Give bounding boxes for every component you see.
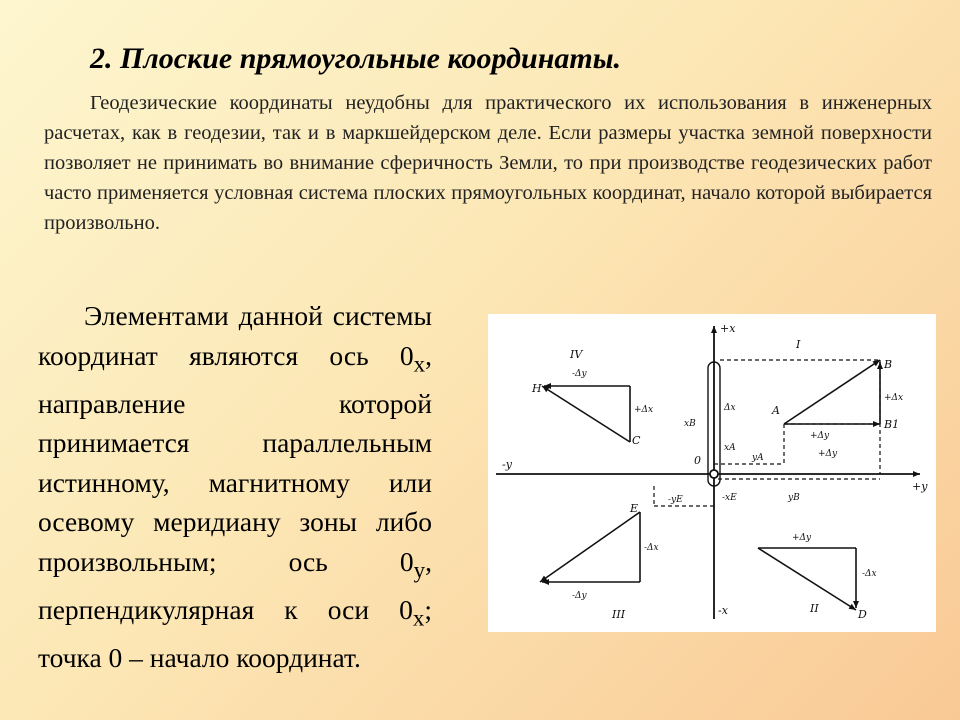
point-d-label: D (858, 608, 867, 621)
intro-paragraph: Геодезические координаты неудобны для практического их использования в инженерных расчетах, как в геодезии, так и в маркшейдерском деле. Если размеры участка земной поверхности позволяет не принимать во внимание сферичность Земли, то при производстве геодезических работ часто применяется условная система плоских прямоугольных координат, начало которой выбирается произвольно. (44, 92, 932, 234)
subscript-x-1: x (413, 351, 426, 376)
xa-label: xA (724, 443, 736, 453)
dx-axis-label: Δx (724, 403, 736, 413)
quadrant-3-label: III (612, 608, 626, 621)
dy-q1b-label: +Δy (818, 449, 838, 459)
body-text-4: ; точка 0 – начало координат. (38, 593, 432, 673)
dy-q2-label: +Δy (792, 533, 812, 543)
axis-x-pos-label: +x (720, 322, 736, 335)
dy-q3-label: -Δy (572, 591, 587, 601)
point-a-label: A (772, 404, 780, 417)
dy-q1-label: +Δy (810, 431, 830, 441)
ya-label: yA (752, 453, 764, 463)
axis-y-neg-label: -y (502, 458, 512, 471)
origin-marker (710, 470, 718, 478)
coordinate-diagram-svg (488, 314, 936, 632)
point-e-label: E (630, 502, 639, 515)
point-b-label: B (884, 358, 893, 371)
subscript-x-2: x (412, 605, 425, 630)
quadrant-4-label: IV (570, 348, 583, 361)
dx-q2-label: -Δx (862, 569, 877, 579)
slide-title: 2. Плоские прямоугольные координаты. (90, 42, 622, 75)
dx-q3-label: -Δx (644, 543, 659, 553)
coordinate-diagram (488, 314, 936, 632)
dx-q1-label: +Δx (884, 393, 904, 403)
body-paragraph (38, 296, 432, 677)
xe-label: -xE (722, 493, 737, 503)
point-h-label: H (532, 382, 542, 395)
axis-x-neg-label: -x (718, 604, 728, 617)
quadrant-1-label: I (796, 338, 801, 351)
subscript-y: y (413, 557, 426, 582)
origin-label: 0 (694, 454, 701, 467)
point-c-label: C (632, 434, 641, 447)
body-text-2: , направление которой принимается параллельным истинному, магнитному или осевому меридиану зоны либо произвольным; ось 0 (38, 339, 432, 577)
dy-q4-label: -Δy (572, 369, 587, 379)
axis-y-pos-label: +y (912, 480, 928, 493)
yb-label: yB (788, 493, 800, 503)
quadrant-2-label: II (810, 602, 819, 615)
dx-q4-label: +Δx (634, 405, 654, 415)
point-b1-label: B1 (884, 418, 900, 431)
body-text-1: Элементами данной системы координат являются ось 0 (38, 300, 432, 371)
body-text-3: , перпендикулярная к оси 0 (38, 545, 432, 625)
xb-label: xB (684, 419, 696, 429)
ye-label: -yE (668, 495, 683, 505)
